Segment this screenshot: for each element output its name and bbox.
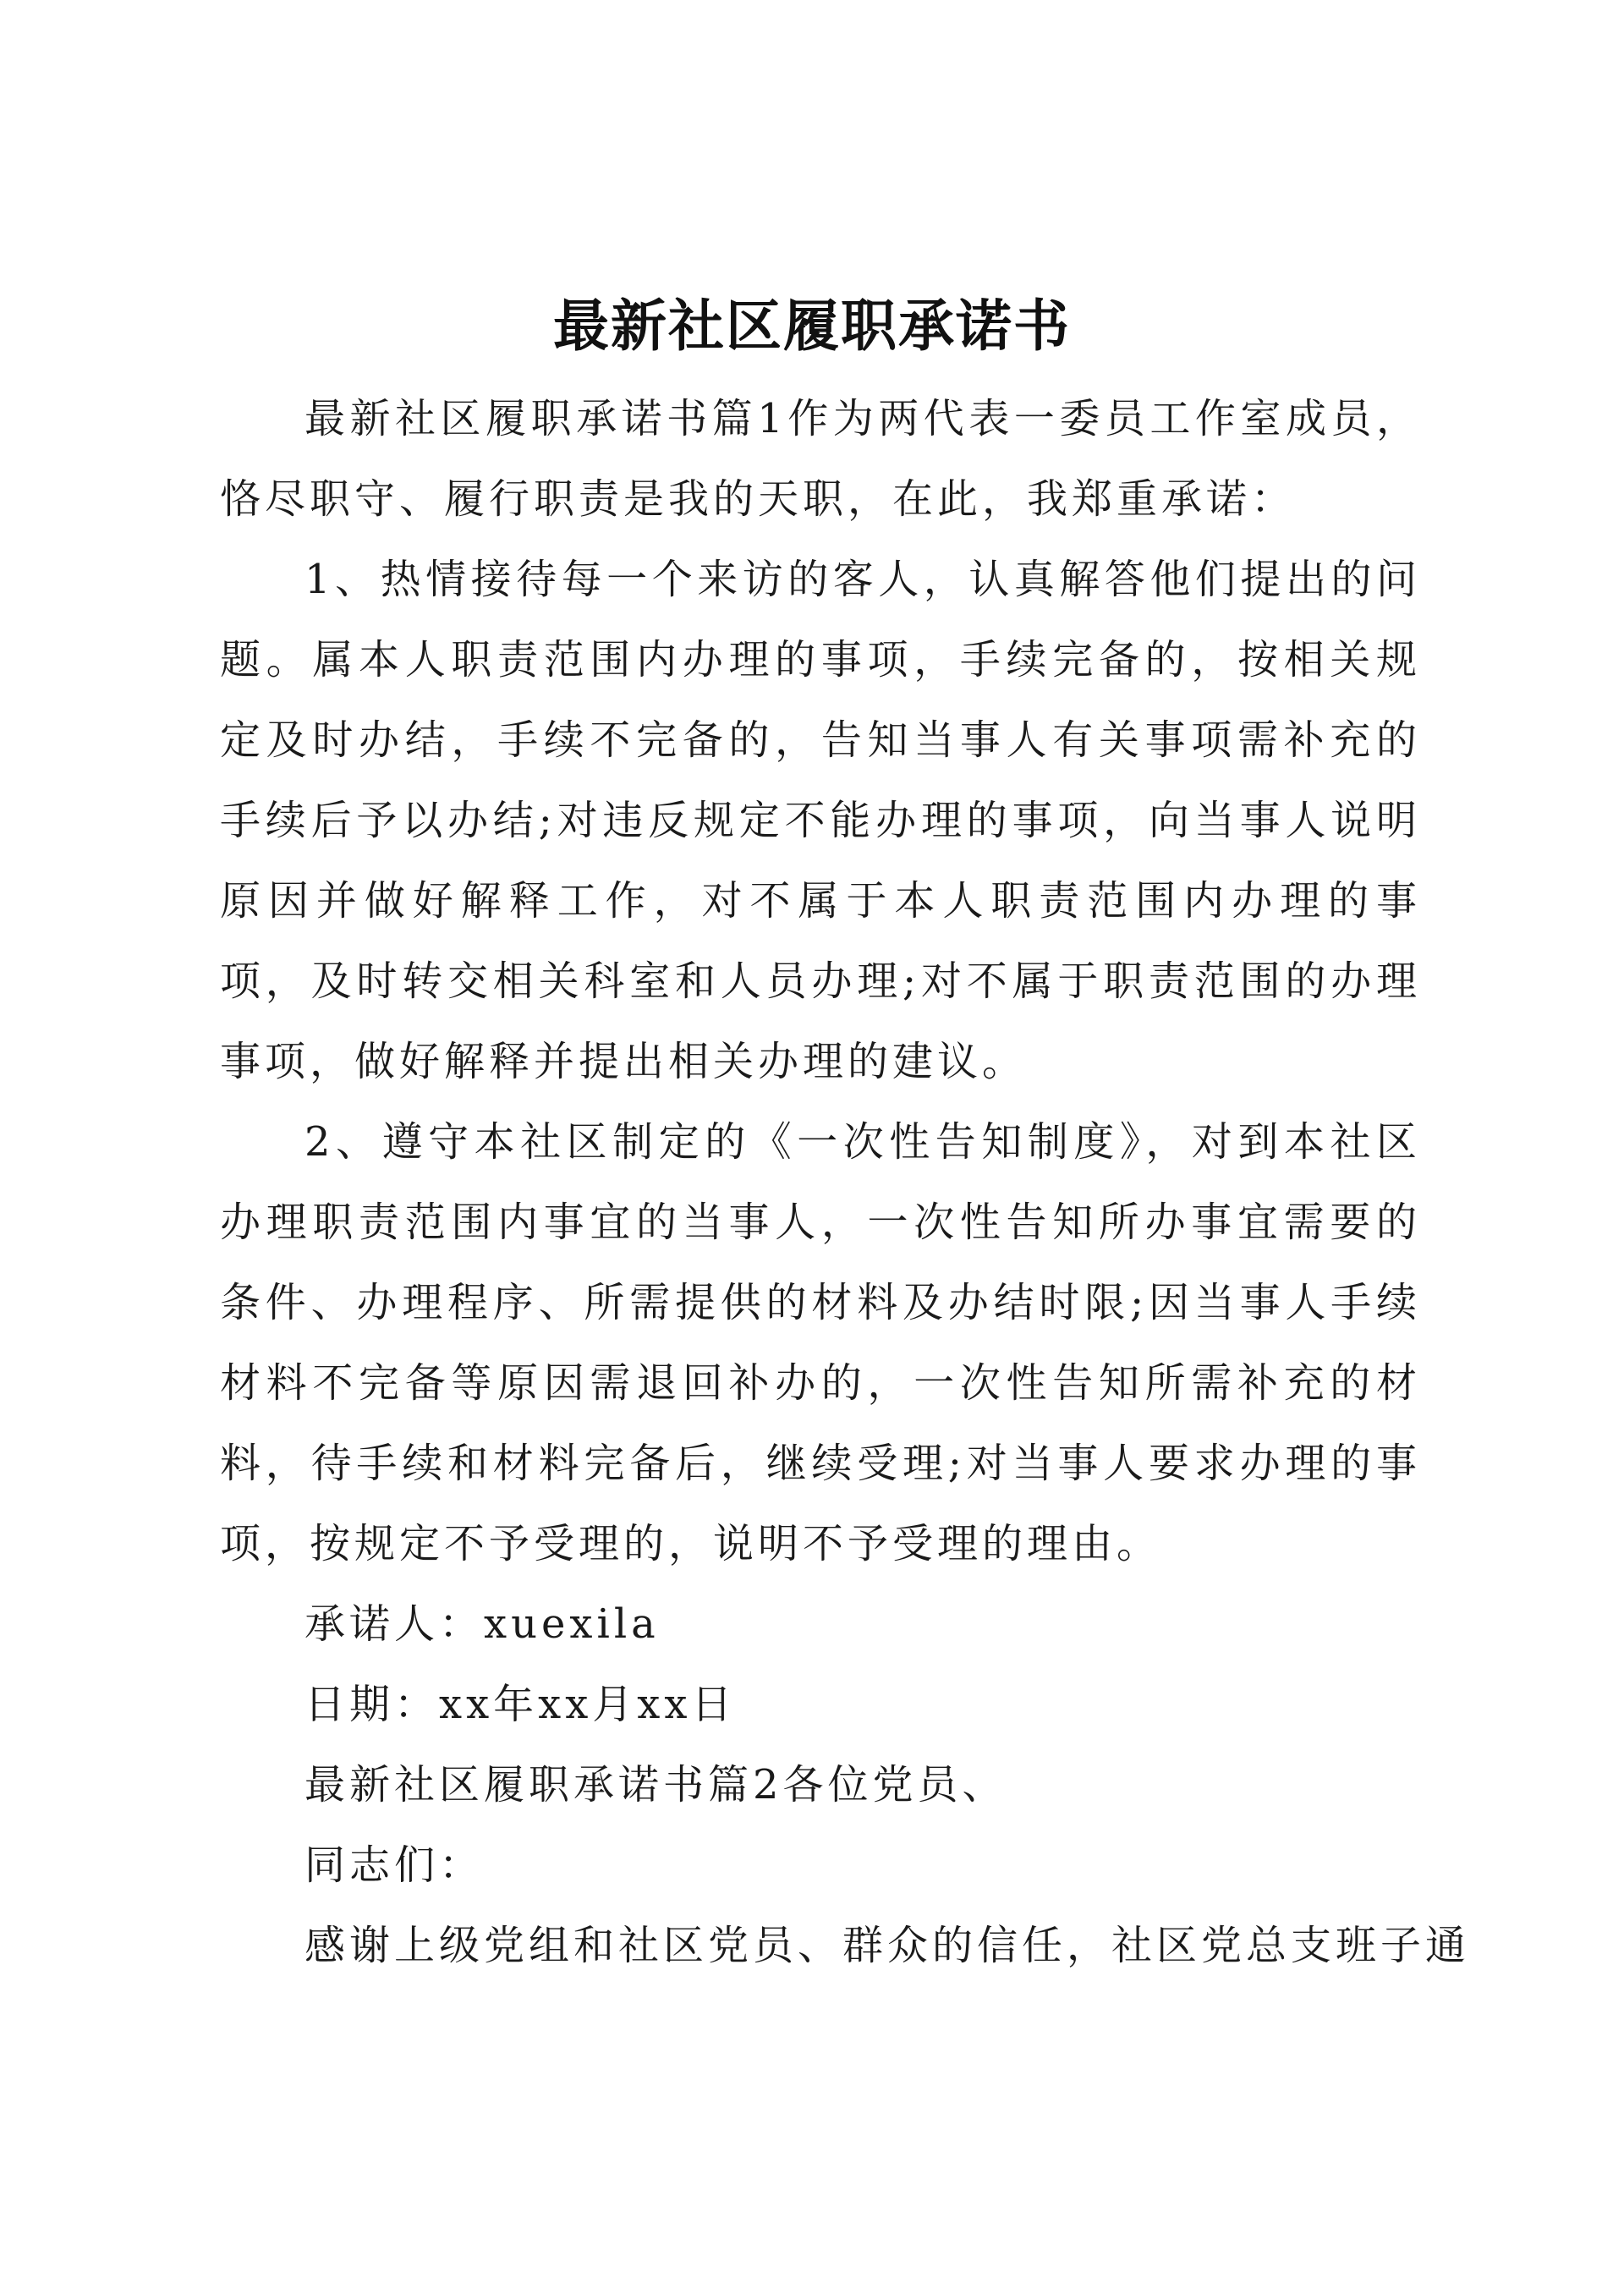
paragraph-item-1: 1、热情接待每一个来访的客人，认真解答他们提出的问题。属本人职责范围内办理的事项，手续完备的，按相关规定及时办结，手续不完备的，告知当事人有关事项需补充的手续后予以办结;对违反规定不能办理的事项，向当事人说明原因并做好解释工作，对不属于本人职责范围内办理的事项，及时转交相关科室和人员办理;对不属于职责范围的办理事项，做好解释并提出相关办理的建议。 (220, 556, 1421, 1085)
paragraph-item-2: 2、遵守本社区制定的《一次性告知制度》，对到本社区办理职责范围内事宜的当事人，一次性告知所办事宜需要的条件、办理程序、所需提供的材料及办结时限;因当事人手续材料不完备等原因需退回补办的，一次性告知所需补充的材料，待手续和材料完备后，继续受理;对当事人要求办理的事项，按规定不予受理的，说明不予受理的理由。 (220, 1118, 1421, 1567)
salutation-line: 同志们： (304, 1841, 485, 1889)
document-body (220, 379, 1471, 1986)
document-title: 最新社区履职承诺书 (553, 293, 1071, 359)
paragraph-intro: 最新社区履职承诺书篇1作为两代表一委员工作室成员，恪尽职守、履行职责是我的天职，在此，我郑重承诺： (220, 395, 1421, 523)
date-line: 日期：xx年xx月xx日 (304, 1681, 737, 1728)
section-2-heading: 最新社区履职承诺书篇2各位党员、 (304, 1761, 1007, 1808)
closing-paragraph: 感谢上级党组和社区党员、群众的信任，社区党总支班子通 (304, 1922, 1471, 1969)
signatory-line: 承诺人：xuexila (304, 1600, 660, 1648)
